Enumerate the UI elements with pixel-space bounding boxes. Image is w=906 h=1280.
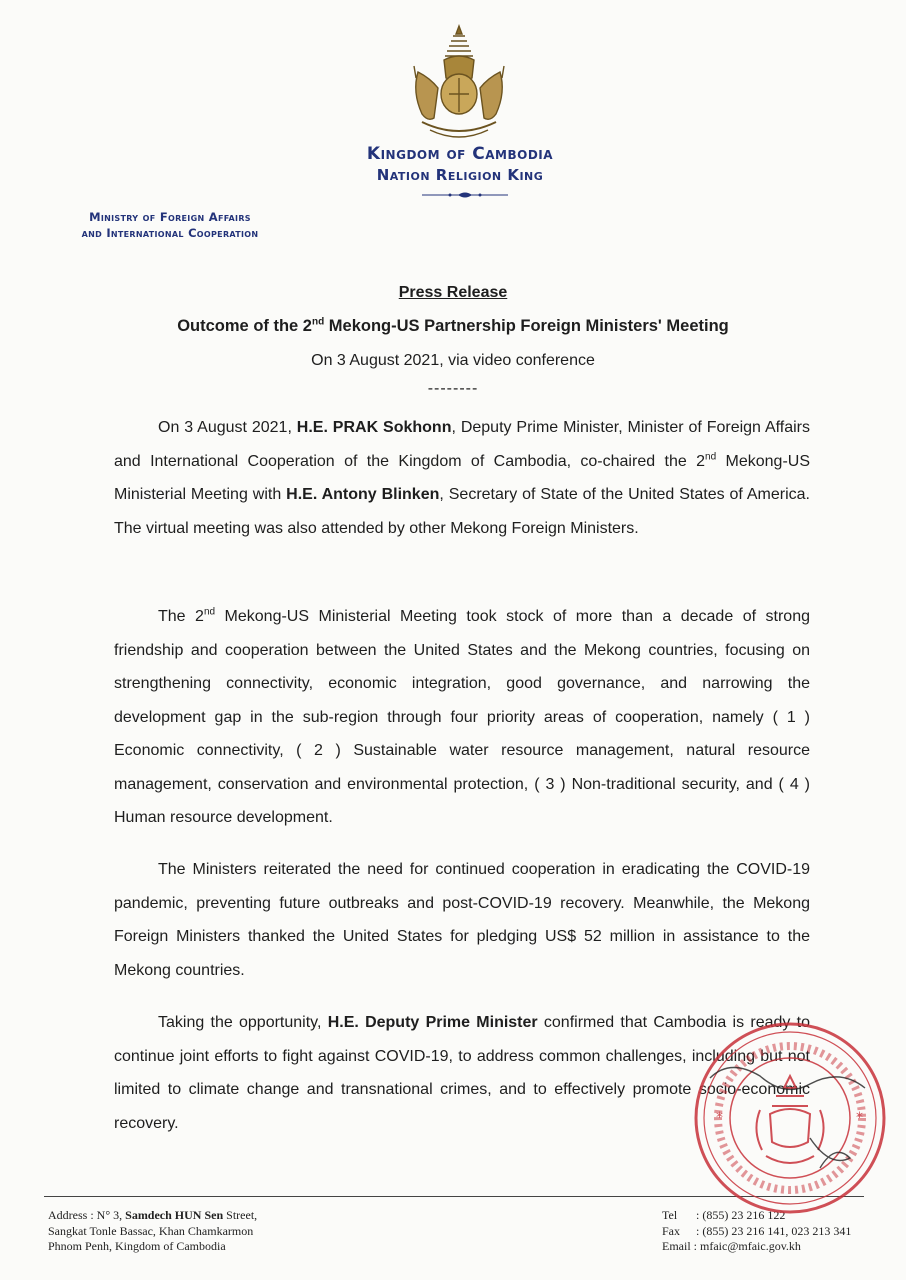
kingdom-heading: Kingdom of Cambodia — [366, 144, 554, 164]
fax-line: Fax : (855) 23 216 141, 023 213 341 — [662, 1223, 852, 1238]
ornament-divider — [420, 190, 510, 200]
press-release-title: Outcome of the 2nd Mekong-US Partnership Foreign Ministers' Meeting — [177, 316, 729, 335]
tel-line: Tel : (855) 23 216 122 — [662, 1208, 786, 1222]
footer-contact — [662, 1208, 851, 1255]
address-line1: Address : N° 3, Samdech HUN Sen Street, — [48, 1208, 258, 1222]
email-line[interactable]: Email : mfaic@mfaic.gov.kh — [662, 1239, 801, 1253]
svg-text:*: * — [716, 1110, 723, 1126]
svg-text:*: * — [856, 1110, 863, 1126]
press-release-date: On 3 August 2021, via video conference — [311, 352, 595, 369]
paragraph-1: On 3 August 2021, H.E. PRAK Sokhonn, Deputy Prime Minister, Minister of Foreign Affairs and International Cooperation of the Kingdom of Cambodia, co-chaired the 2nd Mekong-US Ministerial Meeting with H.E. Antony Blinken, Secretary of State of the United States of America. The virtual meeting was also attended by other Mekong Foreign Ministers. — [114, 419, 811, 537]
ministry-name-line2: and International Cooperation — [81, 226, 259, 240]
royal-coat-of-arms-emblem — [404, 22, 514, 142]
paragraph-3: The Ministers reiterated the need for continued cooperation in eradicating the COVID-19 pandemic, preventing future outbreaks and post-COVID-19 recovery. Meanwhile, the Mekong Foreign Ministers thanked the United States for pledging US$ 52 million in assistance to the Mekong countries. — [114, 861, 810, 979]
paragraph-2: The 2nd Mekong-US Ministerial Meeting took stock of more than a decade of strong friendship and cooperation between the United States and the Mekong countries, focusing on strengthening connectivity, economic integration, good governance, and narrowing the development gap in the sub-region through four priority areas of cooperation, namely ( 1 ) Economic connectivity, ( 2 ) Sustainable water resource management, natural resource management, conservation and environmental protection, ( 3 ) Non-traditional security, and ( 4 ) Human resource development. — [114, 606, 810, 826]
paragraph-4: Taking the opportunity, H.E. Deputy Prime Minister confirmed that Cambodia is ready to continue joint efforts to fight against COVID-19, to address common challenges, including but not limited to climate change and transnational crimes, and to effectively promote socio-economic recovery. — [114, 1014, 810, 1132]
ministry-name-line1: Ministry of Foreign Affairs — [89, 210, 251, 224]
section-divider: -------- — [427, 380, 479, 397]
address-line3: Phnom Penh, Kingdom of Cambodia — [48, 1239, 226, 1253]
motto-heading: Nation Religion King — [376, 166, 544, 184]
footer-address — [48, 1208, 257, 1255]
press-release-label: Press Release — [398, 284, 508, 301]
footer-divider — [44, 1196, 864, 1197]
address-line2: Sangkat Tonle Bassac, Khan Chamkarmon — [48, 1223, 254, 1238]
